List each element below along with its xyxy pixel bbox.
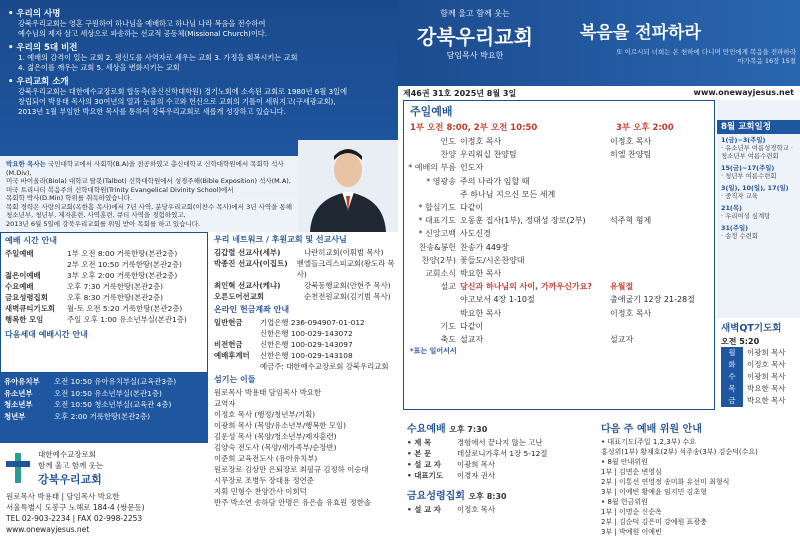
staff-line: 원로목사 박용태 담임목사 박요한 [214, 388, 322, 397]
profile-line: 목회 경력은 사랑의교회(옥한흠 목사)에서 7년 사역, 분당우리교회(이찬수 목사)에서 3년 사역을 통해 [6, 202, 293, 211]
schedule-text: · 청년부 여름수련회 [721, 172, 777, 180]
offering-row [210, 328, 400, 339]
logo-church-name: 강북우리교회 [417, 25, 533, 49]
next-gen-row-value: 오전 10:50 청소년부실(교육관 4층) [54, 400, 172, 409]
order-key [404, 307, 460, 320]
service-row-key: 새벽큐티기도회 [5, 304, 55, 313]
wed-row-key: • 대표기도 [407, 471, 443, 480]
profile-line: 미국 바이올라(Biola) 대학교 탈봇(Talbot) 신학대학원에서 성경주해(Bible Exposition) 석사(M.A), [6, 177, 291, 185]
network-row [210, 247, 400, 258]
wed-row [403, 470, 593, 481]
intro-text: 강북우리교회는 대한예수교장로회 합동측(총신신학대학원) 경기노회에 소속된 교회로 1980년 6월 3일에 [18, 87, 348, 96]
friday-title: 금요성령집회 [407, 491, 465, 502]
service-row-key: 행복한 모임 [5, 315, 44, 324]
pastor-profile [0, 156, 300, 232]
order-3: 이정호 목사 [610, 137, 652, 146]
qt-leader: 이정호 목사 [747, 360, 786, 369]
order-1-2: 야고보서 4장 1-10절 [460, 295, 535, 305]
order-3: 석주혁 형제 [610, 216, 652, 226]
order-row [404, 214, 714, 227]
schedule-item [717, 182, 800, 202]
profile-line: 미국 트리니티 복음주의 신학대학원(Trinity Evangelical Divinity School)에서 [6, 185, 234, 194]
order-1-2: 주의 나라가 임할 때 [460, 176, 530, 186]
order-key: * 신앙고백 [418, 229, 456, 239]
order-key: * 예배의 부름 [408, 163, 456, 173]
schedule-text: · 우리여성 심계탕 [721, 212, 771, 220]
next-gen-row-value: 오후 2:00 거룩한땅(본관2층) [54, 411, 151, 421]
service-row-value: 주일 오후 1:00 유소년부실(본관1층) [67, 315, 187, 324]
wed-row-value: 이광희 목사 [457, 460, 496, 469]
schedule-date: 1(금)~3(주일) [721, 136, 766, 144]
staff-line: 김운성 목사 (목양/청소년부/제자훈련) [214, 432, 337, 441]
network-row [210, 258, 400, 280]
vision-title: • 우리의 5대 비전 [8, 41, 390, 53]
network-row-value: 벧엘들크리스피교회(왕도라 목사) [296, 259, 395, 279]
qt-leader: 이광희 목사 [747, 372, 786, 381]
order-1-2: 다같이 [460, 203, 484, 213]
next-gen-row [0, 399, 208, 411]
order-row [404, 333, 714, 346]
order-1-2: 박요한 목사 [460, 269, 502, 279]
next-gen-row-key: 유소년부 [4, 388, 33, 398]
order-1-2: 주 하나님 지으신 모든 세계 [460, 189, 556, 199]
qt-time: 오전 5:20 [721, 337, 760, 346]
service-times-box [0, 232, 208, 373]
intro-text: 2013년 1월 부임한 박요한 목사를 통하여 강북우리교회로 새롭게 성장하고 있습니다. [18, 107, 286, 116]
order-3: 유월절 [610, 282, 634, 292]
service-row [1, 259, 207, 270]
network-row [210, 291, 400, 302]
order-row [404, 148, 714, 161]
headline: 복음을 전파하라 [580, 23, 701, 43]
next-gen-band [0, 373, 208, 443]
service-row-key [5, 259, 67, 270]
offering-row-key [214, 328, 260, 339]
staff-line: 이광희 목사 (목양/유소년부/행복한 모임) [214, 421, 347, 430]
network-row-key: 오른도어선교회 [214, 292, 264, 301]
qt-day: 목 [721, 383, 743, 395]
service-row [1, 270, 207, 281]
network-row-value: 순천전원교회(김기범 목사) [304, 292, 391, 301]
wed-row [403, 459, 593, 470]
next-week-line: 1부 | 이명순 신순옥 [601, 508, 662, 516]
network-row-value: 나란히교회(이휘범 목사) [304, 248, 384, 257]
logo-pastor: 담임목사 박요한 [446, 51, 504, 60]
order-row [404, 201, 714, 214]
order-3: 출애굽기 12장 21-28절 [610, 295, 695, 305]
order-3 [610, 201, 714, 214]
staff-title: 섬기는 이들 [214, 375, 256, 384]
order-1-2: 우리워십 찬양팀 [460, 150, 517, 160]
offering-row-value: 신한은행 100-029-143072 [260, 329, 353, 338]
order-key: 찬양(2부) [421, 255, 456, 265]
order-3 [610, 175, 714, 188]
service-row [1, 281, 207, 292]
next-gen-row [0, 388, 208, 400]
order-1-2: 인도자 [460, 163, 484, 173]
network-row-key: 김갑렬 선교사(세부) [214, 248, 281, 257]
time-1-2: 1부 오전 8:00, 2부 오전 10:50 [410, 123, 538, 133]
offering-row-key: 일반헌금 [214, 318, 243, 327]
network-column [210, 232, 400, 554]
service-row [1, 292, 207, 303]
qt-day: 월 [721, 347, 743, 359]
order-key: 설교 [440, 282, 456, 292]
service-row-value: 오후 7:30 거룩한땅(본관2층) [67, 282, 164, 291]
order-row [404, 307, 714, 320]
service-row [1, 314, 207, 325]
offering-row-key [214, 361, 260, 372]
qt-leader: 박요한 목사 [747, 396, 786, 405]
order-3 [610, 227, 714, 240]
order-key: 축도 [440, 335, 456, 345]
issue-number: 제46권 31호 2025년 8월 3일 [403, 89, 517, 98]
staff-line: 김양숙 전도사 (목양/새가족부/순장반) [214, 443, 337, 452]
order-row [404, 320, 714, 333]
church-info [0, 443, 208, 554]
staff-line: 이준희 교육전도사 (유아유치부) [214, 454, 318, 463]
offering-row [210, 361, 400, 372]
order-row [404, 267, 714, 280]
next-week-line: • 8월 안내위원 [601, 458, 648, 466]
qt-row [717, 347, 800, 359]
church-name: 강북우리교회 [38, 473, 102, 486]
stand-note: *표는 일어서서 [410, 347, 457, 356]
mission-title: • 우리의 사명 [8, 7, 390, 19]
order-1-2: 사도신경 [460, 229, 491, 239]
issue-bar [403, 88, 798, 100]
qt-day: 수 [721, 371, 743, 383]
qt-row [717, 359, 800, 371]
order-key [404, 188, 460, 201]
service-row [1, 303, 207, 314]
church-tagline-2: 함께 울고 함께 웃는 [38, 461, 104, 470]
qt-title: 새벽QT기도회 [721, 323, 782, 334]
service-row [1, 248, 207, 259]
friday-preacher: 이정호 목사 [457, 505, 496, 514]
sunday-worship [403, 100, 715, 410]
website-link[interactable]: www.onewayjesus.net [693, 88, 794, 97]
order-key [404, 293, 460, 306]
next-gen-row-key: 유아유치부 [4, 377, 40, 386]
offering-row [210, 317, 400, 328]
verse-text: 또 이르시되 너희는 온 천하에 다니며 만민에게 복음을 전파하라 [616, 48, 796, 56]
wed-row [403, 437, 593, 448]
schedule-date: 21(목) [721, 204, 742, 212]
schedule-text: · 송정 수련회 [721, 232, 758, 240]
verse [556, 48, 796, 66]
order-key: 교회소식 [425, 269, 456, 279]
schedule-date: 15(금)~17(주일) [721, 164, 775, 172]
wed-row-key: • 제 목 [407, 438, 432, 447]
pastor-photo [298, 140, 398, 232]
service-row-value: 오후 8:30 거룩한땅(본관2층) [67, 293, 164, 302]
next-gen-title: 다음세대 예배시간 안내 [5, 330, 88, 339]
sunday-title: 주일예배 [410, 105, 453, 118]
order-3 [610, 188, 714, 201]
order-row [404, 241, 714, 254]
schedule-text: · 유소년부 여름성경학교 · 청소년부 여름수련회 [721, 144, 793, 160]
order-key: * 합심기도 [418, 203, 456, 213]
order-3 [610, 161, 714, 174]
order-3 [610, 241, 714, 254]
service-row-value: 2부 오전 10:50 거룩한땅(본관2층) [67, 260, 182, 269]
time-3: 3부 오후 2:00 [616, 123, 674, 133]
order-key: 인도 [440, 137, 456, 146]
offering-row [210, 350, 400, 361]
offering-row-value: 신한은행 100-029-143108 [260, 351, 353, 360]
qt-row [717, 395, 800, 407]
schedule-item [717, 202, 800, 222]
vision-line: 1. 예배의 감격이 있는 교회 2. 평신도를 사역자로 세우는 교회 3. 가정을 회복시키는 교회 [18, 53, 298, 62]
next-week-line: 1부 | 김면순 변영심 [601, 468, 662, 476]
next-gen-row-key: 청년부 [4, 411, 26, 421]
next-gen-row-value: 오전 10:50 유소년부실(본관1층) [54, 388, 162, 398]
staff-line: 시무장로 조병두 장대용 정연준 [214, 476, 314, 485]
order-1-2: 오동훈 집사(1부), 정대성 장로(2부) [460, 216, 586, 226]
network-row-key: 박종진 선교사(이집트) [214, 259, 288, 268]
order-3 [610, 320, 714, 333]
church-website[interactable]: www.onewayjesus.net [6, 525, 90, 534]
church-tagline: 대한예수교장로회 [38, 450, 96, 459]
order-1-2: 이정호 목사 [460, 137, 502, 146]
verse-ref: 마가복음 16장 15절 [737, 57, 796, 65]
profile-line: 청소년부, 청년부, 제자훈련, 사역훈련, 큐티 사역을 경험하였고, [6, 211, 186, 219]
next-week-servers [597, 418, 800, 554]
next-week-title: 다음 주 예배 위원 안내 [601, 424, 702, 435]
qt-day: 화 [721, 359, 743, 371]
order-row [404, 161, 714, 174]
order-3 [610, 254, 714, 267]
next-week-line: 2부 | 이통선 연영정 송미화 유선미 최형식 [601, 478, 730, 486]
wed-row-key: • 본 문 [407, 449, 432, 458]
staff-line: 이정호 목사 (행정/청년부/기획) [214, 410, 316, 419]
order-key: 찬양 [440, 150, 456, 160]
wed-title: 수요예배 [407, 424, 446, 435]
staff-line: 원로장로 김상만 은퇴장로 최필규 김정하 이승대 [214, 465, 369, 474]
cross-logo-icon [6, 453, 30, 483]
schedule-date: 31(주일) [721, 224, 749, 232]
wed-row-value: 이경자 권사 [457, 471, 496, 480]
service-row-key: 수요예배 [5, 282, 34, 291]
pastor-label: 박요한 목사는 [6, 160, 46, 168]
profile-line: 목회학 박사(D.Min) 학위를 취득하였습니다. [6, 194, 133, 202]
network-title: 우리 네트워크 / 후원교회 및 선교사님 [214, 235, 347, 244]
order-3: 이정호 목사 [610, 308, 652, 318]
church-phone: TEL 02-903-2234 | FAX 02-998-2253 [6, 514, 143, 523]
profile-line: 국민대학교에서 사회학(B.A)을 전공하였고 총신대학교 신학대학원에서 목회학 석사(M.Div), [6, 160, 284, 177]
wed-row-value: 데살로니가후서 1장 5-12절 [457, 449, 548, 458]
wednesday-worship [403, 418, 593, 554]
intro-text: 창립되어 박용태 목사의 30여년의 열과 눈물의 수고와 헌신으로 교회의 기틀이 세워지고(구세광교회), [18, 97, 336, 106]
order-1-2: 찬송가 449장 [460, 242, 509, 252]
qt-day: 금 [721, 395, 743, 407]
offering-row-value: 기업은행 236-094907-01-012 [260, 318, 365, 327]
logo-tagline: 함께 울고 함께 웃는 [440, 9, 510, 18]
offering-row-key: 비전헌금 [214, 340, 243, 349]
order-row [404, 188, 714, 201]
wed-row-key: • 설 교 자 [407, 460, 441, 469]
service-row-key: 금요성령집회 [5, 293, 48, 302]
service-row-value: 3부 오후 2:00 거룩한땅(본관2층) [67, 271, 178, 280]
order-key: 기도 [440, 321, 456, 331]
offering-row-value: 예금주: 대한예수교장로회 강북우리교회 [260, 362, 389, 371]
service-row-key: 젊은이예배 [5, 271, 41, 280]
order-1-2: 설교자 [460, 335, 484, 345]
network-row [210, 280, 400, 291]
profile-line: 2013년 6월 5일에 강북우리교회를 위임 받아 목회를 하고 있습니다. [6, 219, 201, 228]
order-1-2: 박요한 목사 [460, 308, 502, 318]
service-times-title: 예배 시간 안내 [5, 236, 57, 245]
next-week-line: • 대표기도(주일 1,2,3부) 수요 [601, 438, 696, 446]
next-gen-row-value: 오전 10:50 유아유치부실(교육관3층) [54, 377, 177, 386]
network-row-value: 강북동행교회(안현주 목사) [304, 281, 391, 290]
schedule-item [717, 162, 800, 182]
offering-row-key: 예배후계터 [214, 351, 250, 360]
church-address: 서울특별시 도봉구 노해로 184-4 (쌍문동) [6, 503, 145, 512]
friday-preacher-label: • 설 교 자 [407, 505, 441, 514]
schedule-text: · 중직자 교육 [721, 192, 758, 200]
schedule-title: 8월 교회일정 [717, 120, 800, 134]
church-pastors: 원로목사 박용태 | 담임목사 박요한 [6, 492, 120, 501]
next-gen-row [0, 411, 208, 423]
wed-row-value: 경험에서 끝나지 않는 고난 [457, 438, 543, 447]
network-row-key: 최인혁 선교사(케냐) [214, 281, 281, 290]
staff-line: 교역자 [214, 399, 236, 408]
qt-leader: 박요한 목사 [747, 384, 786, 393]
next-week-line: 홍성위(1부) 황재호(2부) 석주송(3부) 김순덕(수요) [601, 448, 758, 456]
order-key: 찬송&봉헌 [418, 242, 456, 252]
church-logo [405, 8, 545, 78]
order-row [404, 227, 714, 240]
qt-leader: 이광희 목사 [747, 348, 786, 357]
order-1-2: 꽃들도/시온찬양대 [460, 255, 525, 265]
wed-time: 오후 7:30 [449, 425, 488, 434]
qt-row [717, 371, 800, 383]
mission-text: 예수님의 제자 삼고 세상으로 파송하는 선교적 공동체(Missional Church)이다. [18, 29, 267, 38]
next-week-line: 3부 | 이예빈 황예윤 임지민 김초형 [601, 488, 707, 496]
offering-row [210, 339, 400, 350]
service-row-key: 주일예배 [5, 249, 34, 258]
order-1-2: 당신과 하나님의 사이, 가까우신가요? [460, 282, 592, 292]
offering-row-value: 신한은행 100-029-143097 [260, 340, 353, 349]
schedule-date: 3(일), 10(일), 17(일) [721, 184, 789, 192]
staff-line: 지휘 민형수 찬양간사 이희덕 [214, 487, 307, 496]
mission-text: 강북우리교회는 영혼 구원하여 하나님을 예배하고 하나님 나라 복음을 전수하여 [18, 19, 266, 28]
order-1-2: 다같이 [460, 321, 484, 331]
next-week-line: • 8월 헌금위원 [601, 498, 648, 506]
order-3: 설교자 [610, 335, 634, 345]
offering-title: 온라인 헌금계좌 안내 [214, 305, 290, 314]
order-row [404, 293, 714, 306]
order-3 [610, 267, 714, 280]
next-gen-row [0, 376, 208, 388]
next-week-line: 2부 | 김순덕 김은미 강예원 표광충 [601, 518, 707, 526]
order-key: * 영광송 [426, 176, 456, 186]
schedule-item [717, 134, 800, 162]
service-row-value: 월-토 오전 5:20 거룩한땅(본관2층) [67, 304, 183, 313]
next-week-line: 3부 | 박예원 이예빈 [601, 528, 662, 536]
next-gen-row-key: 청소년부 [4, 400, 33, 409]
staff-line: 반주 박소연 송하담 안명은 유은솔 유효원 정한솔 [214, 498, 371, 507]
order-row [404, 254, 714, 267]
order-row [404, 135, 714, 148]
friday-time: 오후 8:30 [468, 492, 507, 501]
order-key: * 대표기도 [418, 216, 456, 226]
service-row-value: 1부 오전 8:00 거룩한땅(본관2층) [67, 249, 178, 258]
order-3: 히엘 찬양팀 [610, 150, 652, 160]
vision-line: 4. 젊은이를 깨우는 교회 5. 세상을 변화시키는 교회 [18, 63, 180, 72]
order-row [404, 175, 714, 188]
qt-row [717, 383, 800, 395]
dawn-qt [717, 318, 800, 418]
wed-row [403, 448, 593, 459]
schedule-item [717, 222, 800, 242]
order-row [404, 280, 714, 293]
intro-title: • 우리교회 소개 [8, 75, 390, 87]
